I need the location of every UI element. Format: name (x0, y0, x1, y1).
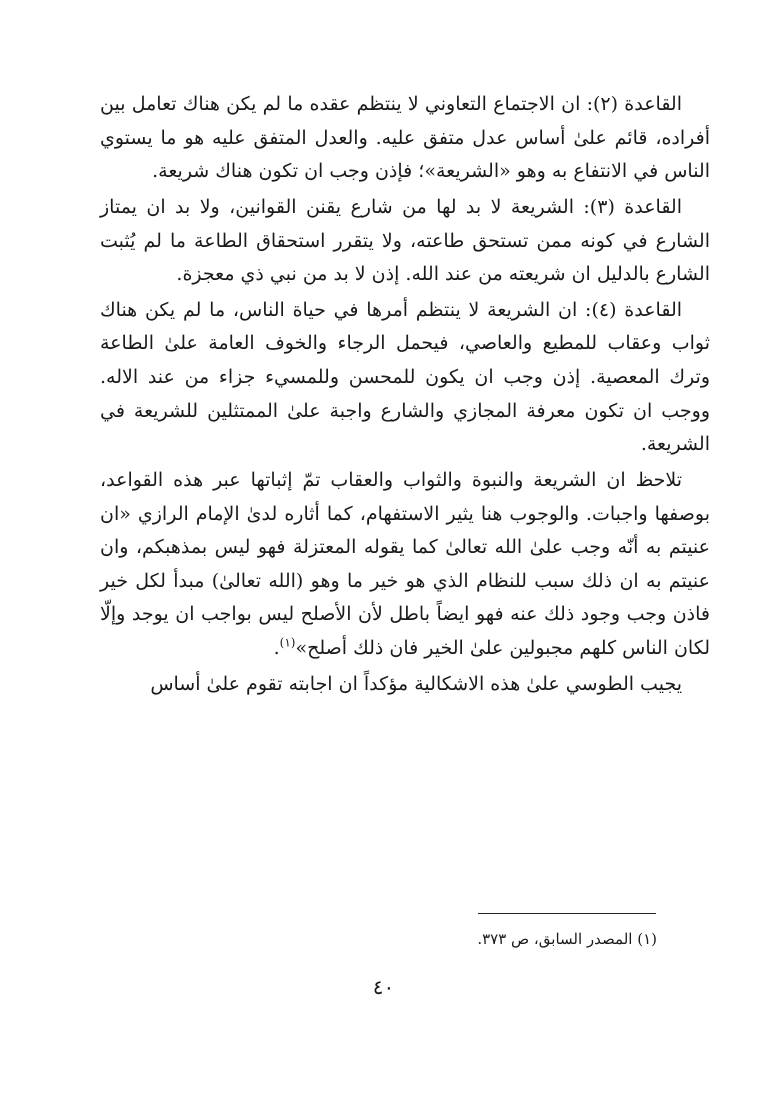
razi-quote-end: . (273, 637, 280, 659)
paragraph-razi-quote (100, 464, 710, 666)
paragraph-rule-2: القاعدة (٢): ان الاجتماع التعاوني لا ينتظم عقده ما لم يكن هناك تعامل بين أفراده، قائم علىٰ أساس عدل متفق عليه. والعدل المتفق عليه هو ما يستوي الناس في الانتفاع به وهو «الشريعة»؛ فإذن وجب ان تكون هناك شريعة. (100, 93, 710, 183)
footnote-marker: (١) (279, 635, 296, 650)
main-text (100, 88, 710, 701)
page-number: ٤٠ (372, 975, 395, 999)
paragraph-rule-3: القاعدة (٣): الشريعة لا بد لها من شارع يقنن القوانين، ولا بد ان يمتاز الشارع في كونه ممن تستحق طاعته، ولا يتقرر استحقاق الطاعة ما لم يُثبت الشارع بالدليل ان شريعته من عند الله. إذن لا بد من نبي ذي معجزة. (100, 195, 710, 286)
footnote-divider (478, 913, 656, 914)
footnote: (١) المصدر السابق، ص ٣٧٣. (477, 930, 657, 948)
razi-quote-text: تلاحظ ان الشريعة والنبوة والثواب والعقاب تمّ إثباتها عبر هذه القواعد، بوصفها واجبات. والوجوب هنا يثير الاستفهام، كما أثاره لدىٰ الإمام الرازي «ان عنيتم به أنّه وجب علىٰ الله تعالىٰ كما يقوله المعتزلة فهو ليس بمذهبكم، وان عنيتم به ان ذلك سبب للنظام الذي هو خير ما وهو (الله تعالىٰ) مبدأ لكل خير فاذن وجب وجود ذلك عنه فهو ايضاً باطل لأن الأصلح ليس بواجب ان يوجد وإلّا لكان الناس كلهم مجبولين علىٰ الخير فان ذلك أصلح» (100, 468, 710, 659)
paragraph-rule-4: القاعدة (٤): ان الشريعة لا ينتظم أمرها في حياة الناس، ما لم يكن هناك ثواب وعقاب للمطيع والعاصي، فيحمل الرجاء والخوف العامة علىٰ الطاعة وترك المعصية. إذن وجب ان يكون للمحسن وللمسيء جزاء من عند الاله. ووجب ان تكون معرفة المجازي والشارع واجبة علىٰ الممتثلين للشريعة في الشريعة. (100, 298, 710, 456)
paragraph-tusi: يجيب الطوسي علىٰ هذه الاشكالية مؤكداً ان اجابته تقوم علىٰ أساس (150, 672, 682, 695)
